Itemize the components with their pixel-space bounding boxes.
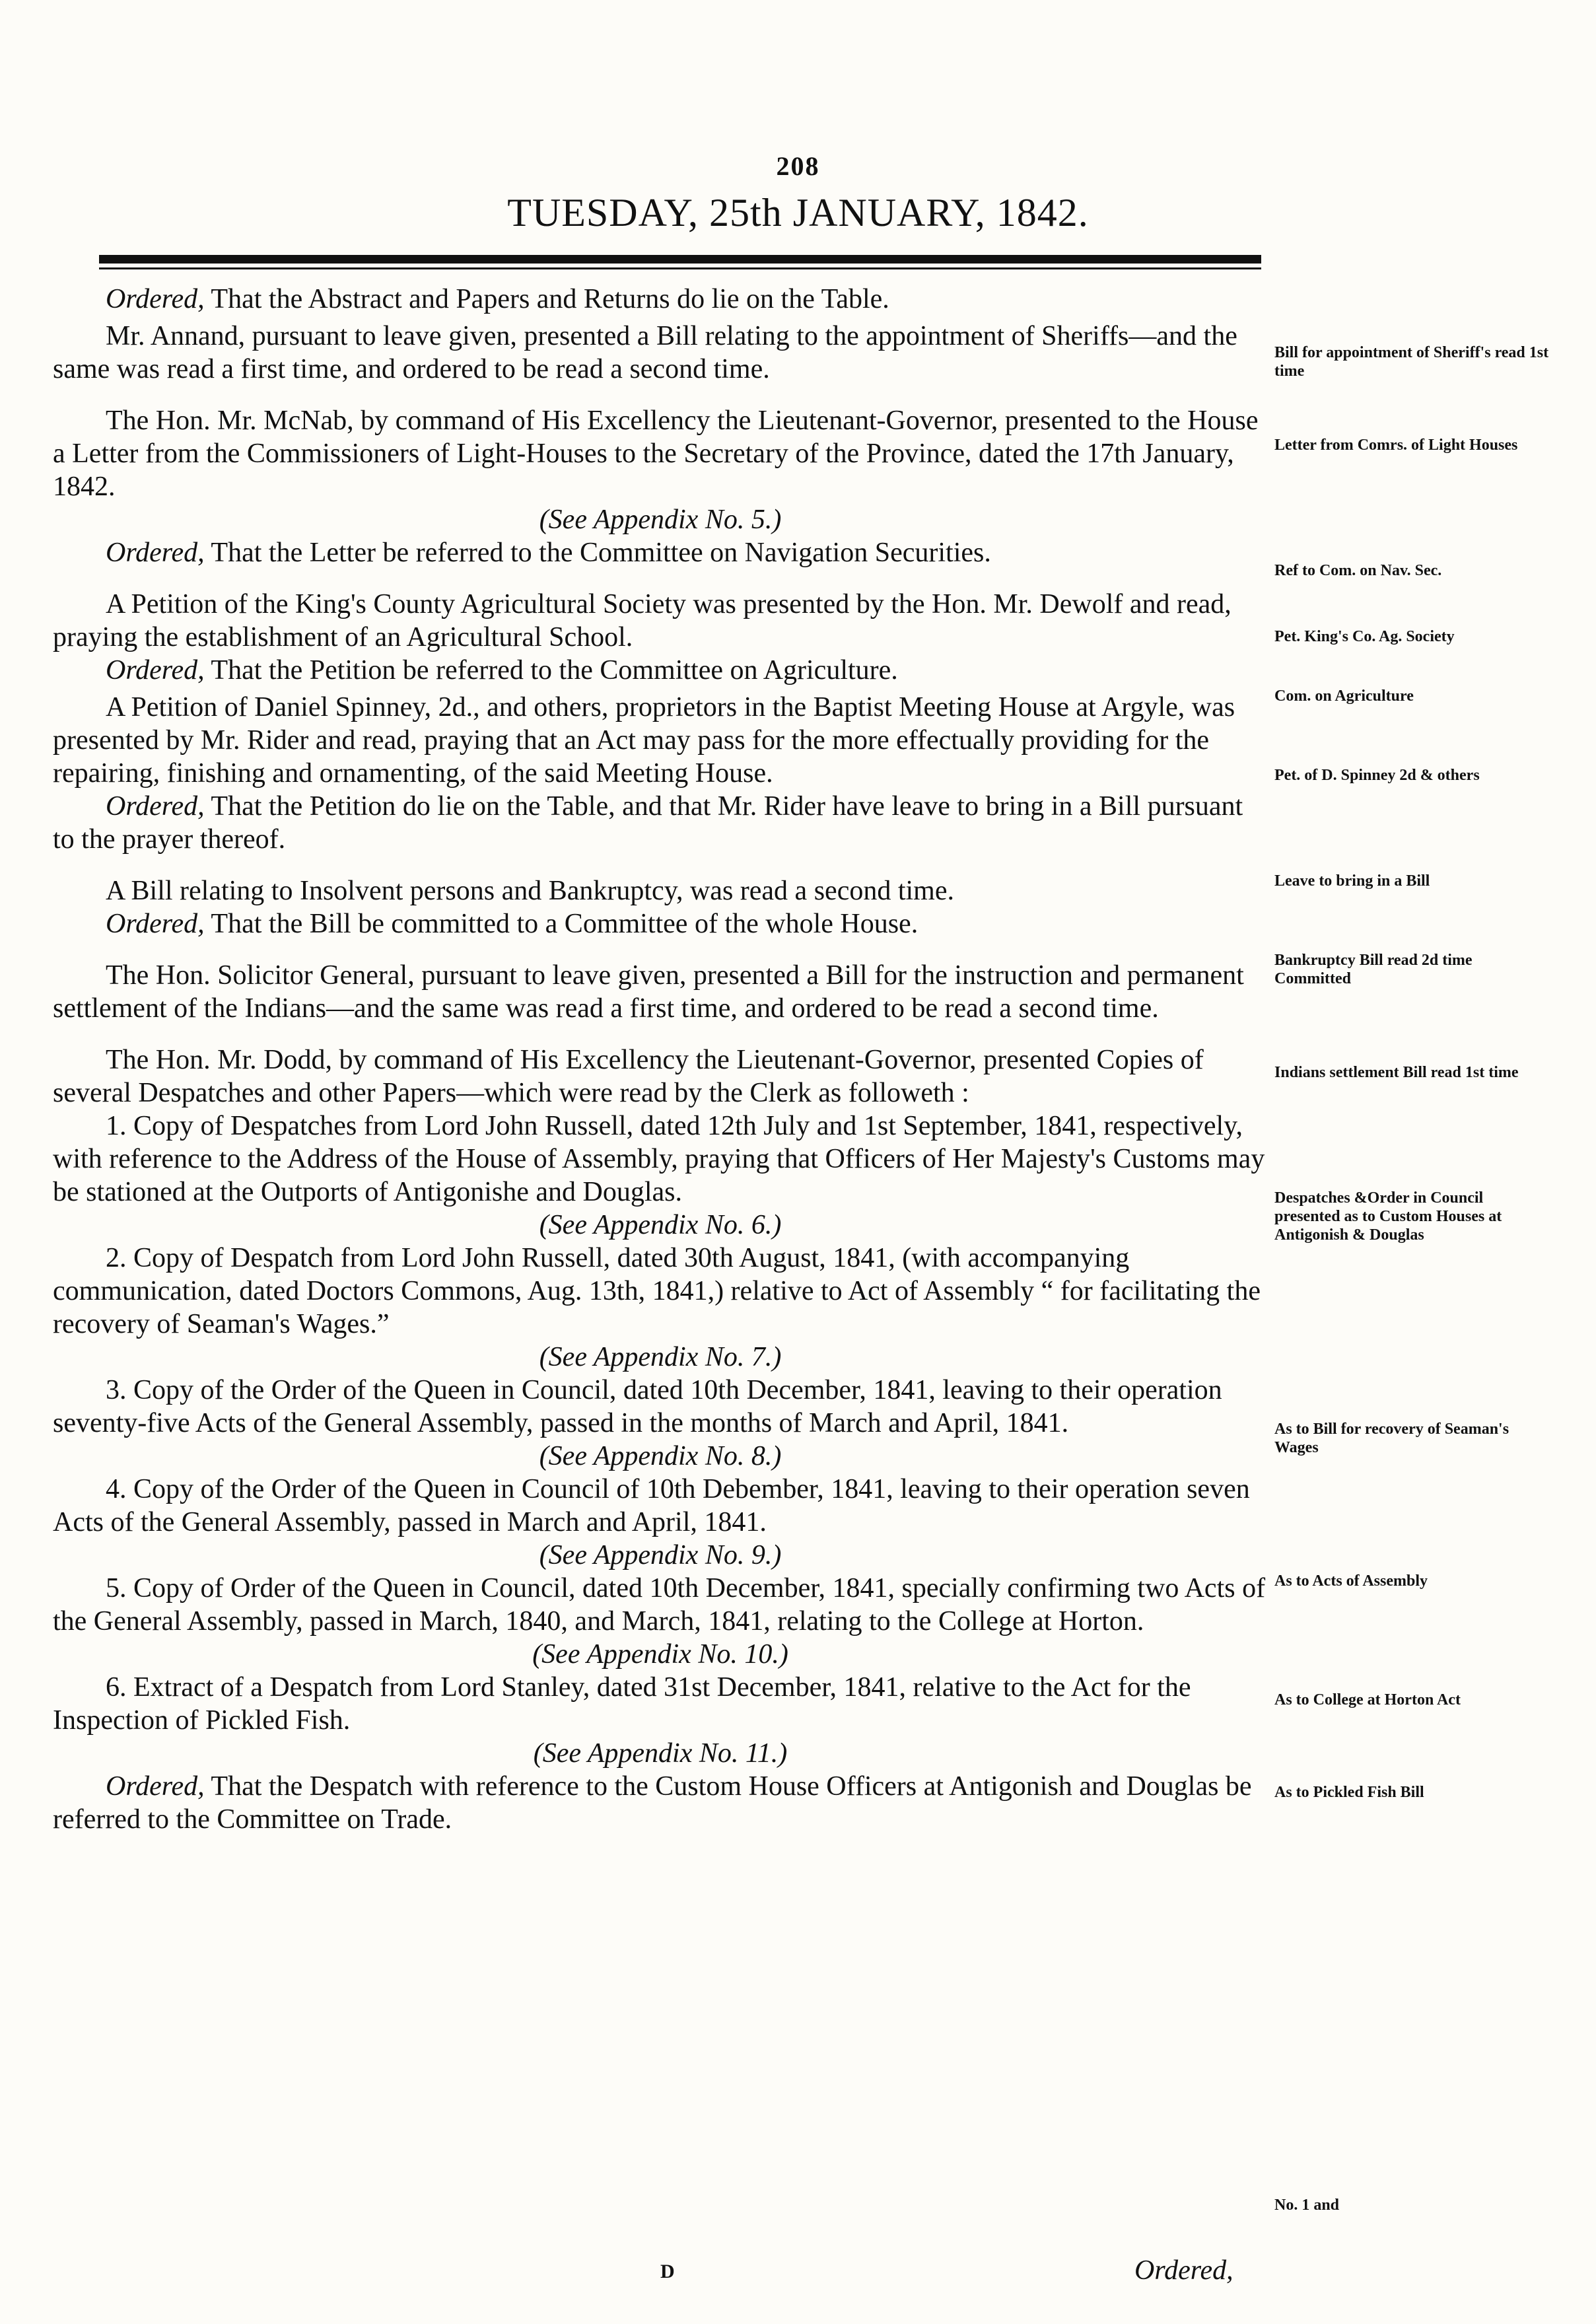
- signature-mark: D: [660, 2261, 675, 2282]
- margin-note-bankruptcy: Bankruptcy Bill read 2d time Committed: [1274, 952, 1473, 987]
- date-heading: TUESDAY, 25th JANUARY, 1842.: [507, 191, 1089, 234]
- paragraph-bankruptcy-bill: A Bill relating to Insolvent persons and Bankruptcy, was read a second time.: [106, 876, 954, 906]
- margin-note-sheriffs: Bill for appointment of Sheriff's read 1st time: [1274, 344, 1549, 380]
- see-appendix-5: (See Appendix No. 5.): [539, 505, 782, 535]
- paragraph-agricultural-petition: A Petition of the King's County Agricultural Society was presented by the Hon. Mr. Dewolf and read, praying the establishment of an Agricultural School.: [53, 589, 1232, 652]
- paragraph-navigation-ref: Ordered, That the Letter be referred to the Committee on Navigation Securities.: [106, 538, 991, 568]
- margin-note-acts-assembly: As to Acts of Assembly: [1274, 1572, 1428, 1590]
- see-appendix-6: (See Appendix No. 6.): [539, 1210, 782, 1240]
- heading-rule-thin: [99, 267, 1261, 269]
- catchword: Ordered,: [1134, 2255, 1233, 2286]
- paragraph-bankruptcy-committed: Ordered, That the Bill be committed to a Committee of the whole House.: [106, 909, 919, 939]
- paragraph-light-houses-letter: The Hon. Mr. McNab, by command of His Excellency the Lieutenant-Governor, presented to the House a Letter from the Commissioners of Light-Houses to the Secretary of the Province, dated the 17th January, 1842.: [53, 405, 1259, 502]
- paragraph-order-table: Ordered, That the Abstract and Papers and Returns do lie on the Table.: [106, 284, 889, 314]
- margin-note-light-houses: Letter from Comrs. of Light Houses: [1274, 437, 1518, 454]
- margin-note-indians: Indians settlement Bill read 1st time: [1274, 1064, 1519, 1081]
- journal-body: [53, 283, 1268, 1836]
- margin-note-despatches: Despatches &Order in Council presented as to Custom Houses at Antigonish & Douglas: [1274, 1189, 1502, 1244]
- paragraph-agriculture-ref: Ordered, That the Petition be referred to the Committee on Agriculture.: [106, 655, 898, 686]
- see-appendix-9: (See Appendix No. 9.): [539, 1540, 782, 1570]
- despatch-item-3: 3. Copy of the Order of the Queen in Council, dated 10th December, 1841, leaving to their operation seventy-five Acts of the General Assembly, passed in the months of March and April, 1841.: [53, 1375, 1222, 1438]
- see-appendix-11: (See Appendix No. 11.): [533, 1738, 788, 1769]
- see-appendix-10: (See Appendix No. 10.): [532, 1639, 788, 1670]
- despatch-item-2: 2. Copy of Despatch from Lord John Russell, dated 30th August, 1841, (with accompanying communication, dated Doctors Commons, Aug. 13th, 1841,) relative to Act of Assembly “ for facilitating the recovery of Seaman's Wages.”: [53, 1243, 1261, 1339]
- heading-rule-thick: [99, 255, 1261, 264]
- despatch-item-5: 5. Copy of Order of the Queen in Council, dated 10th December, 1841, specially confirming two Acts of the General Assembly, passed in March, 1840, and March, 1841, relating to the College at Horton.: [53, 1573, 1266, 1637]
- despatch-item-1: 1. Copy of Despatches from Lord John Russell, dated 12th July and 1st September, 1841, respectively, with reference to the Address of the House of Assembly, praying that Officers of Her Majesty's Customs may be stationed at the Outports of Antigonishe and Douglas.: [53, 1111, 1265, 1207]
- margin-note-leave-bill: Leave to bring in a Bill: [1274, 872, 1430, 890]
- margin-note-spinney: Pet. of D. Spinney 2d & others: [1274, 767, 1480, 784]
- see-appendix-7: (See Appendix No. 7.): [539, 1342, 782, 1372]
- paragraph-spinney-petition: A Petition of Daniel Spinney, 2d., and others, proprietors in the Baptist Meeting House at Argyle, was presented by Mr. Rider and read, praying that an Act may pass for the more effectually providing for the repairing, finishing and ornamenting, of the said Meeting House.: [53, 692, 1235, 789]
- despatch-item-6: 6. Extract of a Despatch from Lord Stanley, dated 31st December, 1841, relative to the Act for the Inspection of Pickled Fish.: [53, 1672, 1191, 1736]
- margin-note-kings-co: Pet. King's Co. Ag. Society: [1274, 628, 1455, 645]
- margin-note-no-1: No. 1 and: [1274, 2197, 1340, 2214]
- paragraph-sheriffs-bill: Mr. Annand, pursuant to leave given, presented a Bill relating to the appointment of Sheriffs—and the same was read a first time, and ordered to be read a second time.: [53, 321, 1237, 384]
- margin-note-college-horton: As to College at Horton Act: [1274, 1691, 1461, 1708]
- paragraph-indians-bill: The Hon. Solicitor General, pursuant to leave given, presented a Bill for the instruction and permanent settlement of the Indians—and the same was read a first time, and ordered to be read a second time.: [53, 960, 1244, 1024]
- margin-note-agriculture: Com. on Agriculture: [1274, 687, 1414, 705]
- paragraph-despatches: The Hon. Mr. Dodd, by command of His Excellency the Lieutenant-Governor, presented Copies of several Despatches and other Papers—which were read by the Clerk as followeth :: [53, 1045, 1204, 1108]
- margin-note-seamans-wages: As to Bill for recovery of Seaman's Wages: [1274, 1421, 1509, 1456]
- paragraph-trade-ref: Ordered, That the Despatch with reference to the Custom House Officers at Antigonish and Douglas be referred to the Committee on Trade.: [53, 1771, 1252, 1835]
- margin-note-pickled-fish: As to Pickled Fish Bill: [1274, 1784, 1424, 1801]
- despatch-item-4: 4. Copy of the Order of the Queen in Council of 10th Debember, 1841, leaving to their operation seven Acts of the General Assembly, passed in March and April, 1841.: [53, 1474, 1250, 1537]
- paragraph-rider-leave: Ordered, That the Petition do lie on the Table, and that Mr. Rider have leave to bring in a Bill pursuant to the prayer thereof.: [53, 791, 1243, 855]
- see-appendix-8: (See Appendix No. 8.): [539, 1441, 782, 1471]
- page-number: 208: [776, 151, 820, 181]
- margin-note-nav-sec: Ref to Com. on Nav. Sec.: [1274, 562, 1442, 579]
